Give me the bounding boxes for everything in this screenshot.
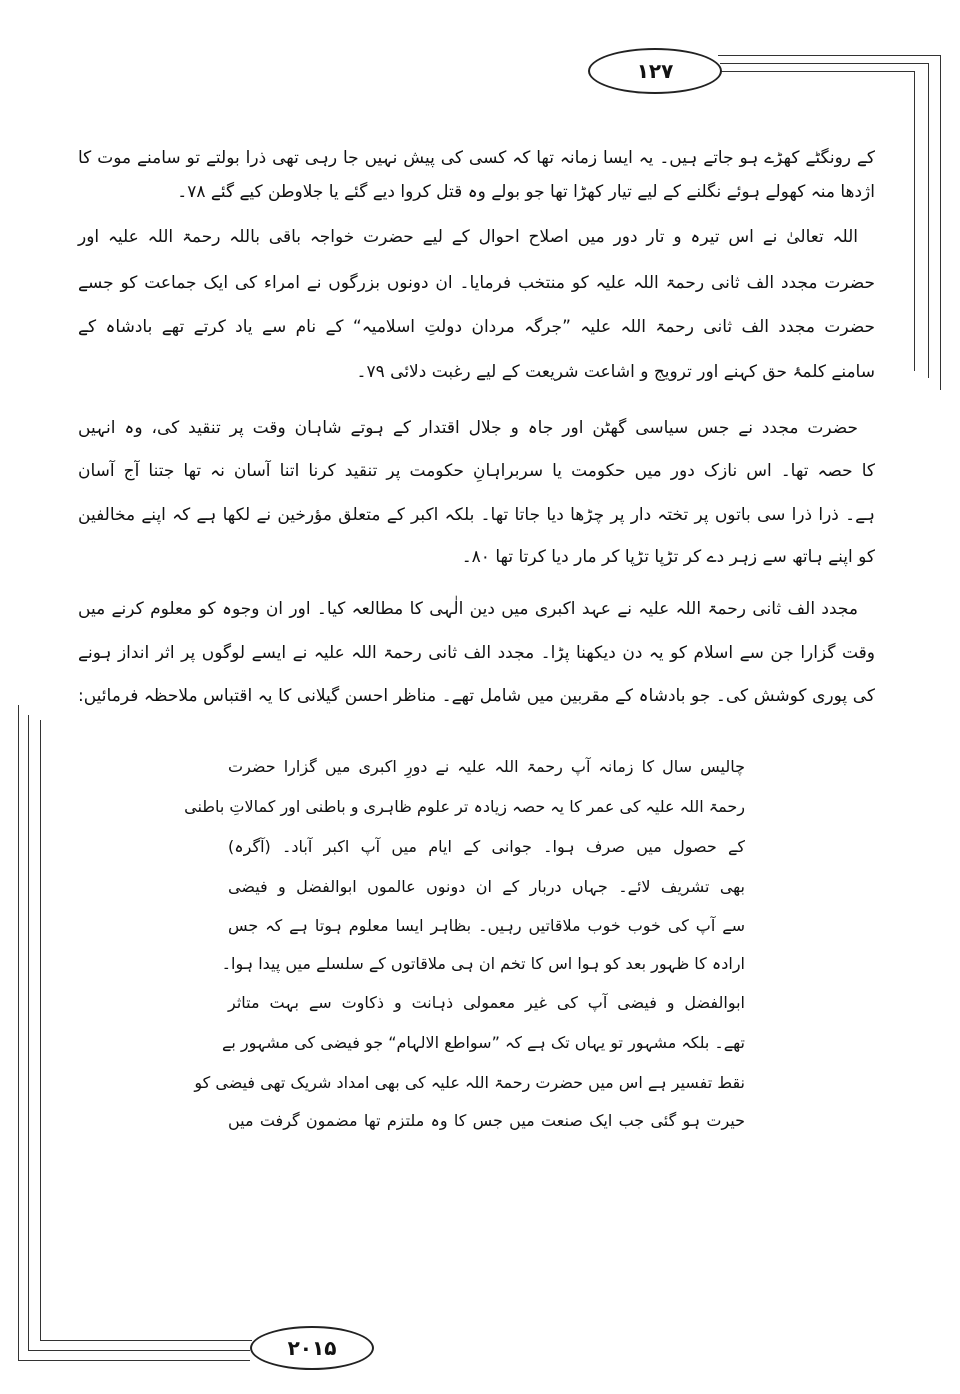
frame-line: [718, 55, 940, 56]
text-line: ہے۔ ذرا ذرا سی باتوں پر تختہ دار پر چڑھا دیا جاتا تھا۔ بلکہ اکبر کے متعلق مؤرخین نے لکھا ہے کہ اپنے مخالفین: [78, 505, 875, 525]
frame-line: [28, 1350, 250, 1351]
paragraph-start: حضرت مجدد نے جس سیاسی گھٹن اور جاہ و جلال اقتدار کے ہوتے شاہان وقت پر تنقید کی، وہ انہیں: [78, 418, 858, 438]
page-number-top: ۱۲۷: [588, 48, 722, 94]
text-line: سامنے کلمۂ حق کہنے اور ترویج و اشاعت شریعت کے لیے رغبت دلائی ۷۹۔: [356, 362, 875, 382]
text-line: کی پوری کوشش کی۔ جو بادشاہ کے مقربین میں شامل تھے۔ مناظر احسن گیلانی کا یہ اقتباس ملاحظہ فرمائیں:: [78, 686, 875, 706]
text-line: کو اپنے ہاتھ سے زہر دے کر تڑپا تڑپا کر مار دیا کرتا تھا ۸۰۔: [461, 547, 875, 567]
quote-line: رحمۃ اللہ علیہ کی عمر کا یہ حصہ زیادہ تر علوم ظاہری و باطنی اور کمالاتِ باطنی: [184, 797, 745, 816]
quote-line: تھے۔ بلکہ مشہور تو یہاں تک ہے کہ ”سواطع الالہام“ جو فیضی کی مشہور بے: [221, 1033, 745, 1052]
frame-line: [718, 71, 914, 72]
frame-line: [40, 720, 41, 1340]
paragraph-start: اللہ تعالیٰ نے اس تیرہ و تار دور میں اصلاح احوال کے لیے حضرت خواجہ باقی باللہ رحمۃ اللہ علیہ اور: [78, 227, 858, 247]
paragraph-start: مجدد الف ثانی رحمۃ اللہ علیہ نے عہد اکبری میں دین الٰہی کا مطالعہ کیا۔ اور ان وجوہ کو معلوم کرنے میں: [78, 599, 858, 619]
quote-line: چالیس سال کا زمانہ آپ رحمۃ اللہ علیہ نے دورِ اکبری میں گزارا حضرت: [228, 757, 745, 776]
quote-line: حیرت ہو گئی جب ایک صنعت میں جس کا وہ ملتزم تھا مضمون گرفت میں: [228, 1111, 745, 1130]
text-line: کا حصہ تھا۔ اس نازک دور میں حکومت یا سربراہانِ حکومت پر تنقید کرنا اتنا آسان نہ تھا جتنا آج آسان: [78, 461, 875, 481]
frame-line: [914, 71, 915, 371]
frame-line: [720, 63, 928, 64]
frame-line: [18, 1360, 250, 1361]
quote-line: ابوالفضل و فیضی آپ کی غیر معمولی ذہانت و ذکاوت سے بہت متاثر: [228, 993, 745, 1012]
frame-line: [940, 55, 941, 390]
text-line: وقت گزارا جن سے اسلام کو یہ دن دیکھنا پڑا۔ مجدد الف ثانی رحمۃ اللہ علیہ نے ایسے لوگوں پر اثر انداز ہونے: [78, 643, 875, 663]
text-line: حضرت مجدد الف ثانی رحمۃ اللہ علیہ کو منتخب فرمایا۔ ان دونوں بزرگوں نے امراء کی ایک جماعت کو جسے: [78, 273, 875, 293]
quote-line: کے حصول میں صرف ہوا۔ جوانی کے ایام میں آپ اکبر آباد۔ (آگرہ): [228, 837, 745, 856]
frame-line: [18, 705, 19, 1360]
quote-line: بھی تشریف لائے۔ جہاں دربار کے ان دونوں عالموں ابوالفضل و فیضی: [228, 877, 745, 896]
quote-line: نقط تفسیر ہے اس میں حضرت رحمۃ اللہ علیہ کی بھی امداد شریک تھی فیضی کو: [194, 1073, 745, 1092]
frame-line: [928, 63, 929, 378]
frame-line: [40, 1340, 252, 1341]
quote-line: سے آپ کی خوب خوب ملاقاتیں رہیں۔ بظاہر ایسا معلوم ہوتا ہے کہ جس: [228, 916, 745, 935]
text-line: حضرت مجدد الف ثانی رحمۃ اللہ علیہ ”جرگہ مردان دولتِ اسلامیہ“ کے نام سے یاد کرتے تھے بادشاہ کے: [78, 317, 875, 337]
text-line: اژدھا منہ کھولے ہوئے نگلنے کے لیے تیار کھڑا تھا جو بولے وہ قتل کروا دیے گئے یا جلاوطن کیے گئے ۷۸۔: [177, 182, 875, 202]
text-line: کے رونگٹے کھڑے ہو جاتے ہیں۔ یہ ایسا زمانہ تھا کہ کسی کی پیش نہیں جا رہی تھی ذرا بولتے تو سامنے موت کا: [78, 148, 875, 168]
frame-line: [28, 715, 29, 1350]
quote-line: ارادہ کا ظہور بعد کو ہوا اس کا تخم ان ہی ملاقاتوں کے سلسلے میں پیدا ہوا۔: [221, 954, 745, 973]
page-number-bottom: ۲۰۱۵: [250, 1326, 374, 1370]
